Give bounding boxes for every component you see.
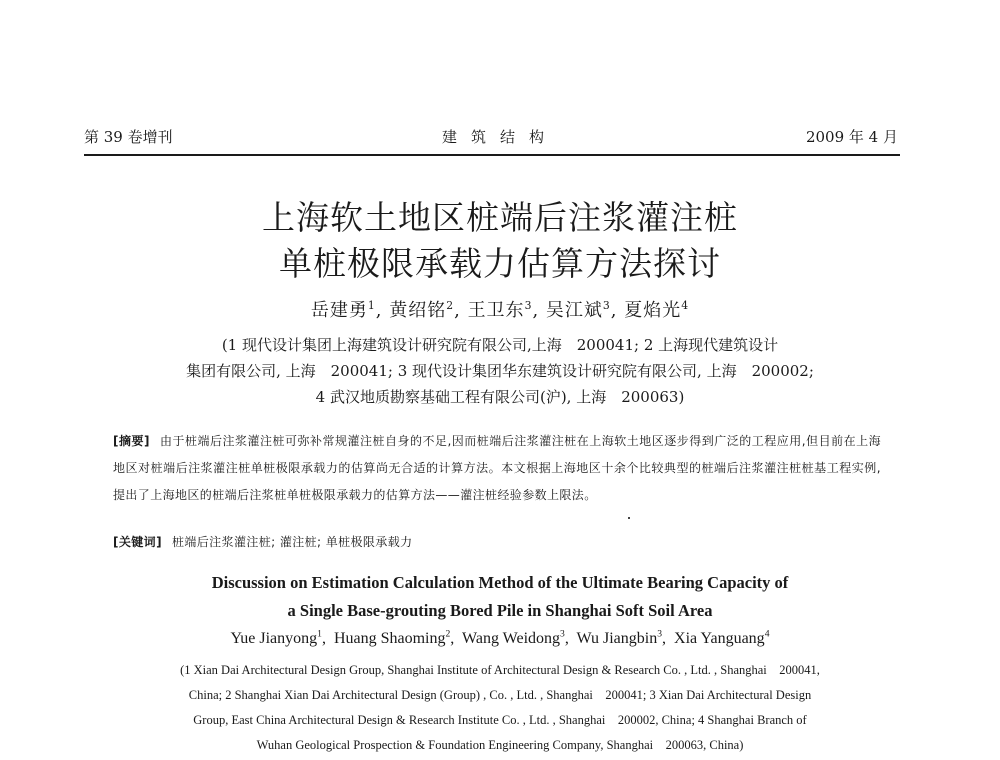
abstract bbox=[113, 428, 881, 509]
journal-volume: 第 39 卷增刊 bbox=[84, 128, 173, 146]
author-cn-sup: 1 bbox=[367, 299, 376, 312]
title-cn-line-2: 单桩极限承载力估算方法探讨 bbox=[279, 244, 721, 283]
author-en: Yue Jianyong bbox=[230, 630, 318, 647]
authors-cn: 岳建勇$^1$, 黄绍铭$^2$, 王卫东$^3$, 吴江斌$^3$, 夏焰光$^4$ bbox=[310, 299, 690, 321]
keywords bbox=[113, 533, 881, 550]
author-cn-sup: 4 bbox=[681, 299, 690, 312]
authors-en: Yue Jianyong$^1$, Huang Shaoming$^2$, Wang Weidong$^3$, Wu Jiangbin$^3$, Xia Yanguang$^4$ bbox=[230, 628, 770, 647]
author-cn-sup: 3 bbox=[602, 299, 611, 312]
affiliation-en-line-3: Group, East China Architectural Design & Research Institute Co. , Ltd. , Shanghai 200002, China; 4 Shanghai Branch of bbox=[193, 713, 807, 727]
keywords-label: [关键词] bbox=[113, 535, 162, 549]
author-cn-sup: 2 bbox=[446, 299, 455, 312]
abstract-label: [摘要] bbox=[113, 434, 150, 448]
publication-date: 2009 年 4 月 bbox=[805, 128, 898, 146]
keywords-text: 桩端后注浆灌注桩; 灌注桩; 单桩极限承载力 bbox=[171, 535, 413, 549]
author-en: Xia Yanguang bbox=[674, 630, 765, 647]
author-en-sup: 4 bbox=[764, 628, 770, 640]
affiliation-en-line-4: Wuhan Geological Prospection & Foundation Engineering Company, Shanghai 200063, China) bbox=[256, 738, 744, 752]
author-en: Wu Jiangbin bbox=[576, 630, 658, 647]
affiliation-en-line-2: China; 2 Shanghai Xian Dai Architectural Design (Group) , Co. , Ltd. , Shanghai 200041; 3 Xian Dai Architectural Design bbox=[188, 688, 812, 702]
affiliation-cn-line-2: 集团有限公司, 上海 200041; 3 现代设计集团华东建筑设计研究院有限公司, 上海 200002; bbox=[186, 362, 814, 380]
affiliation-cn-line-3: 4 武汉地质勘察基础工程有限公司(沪), 上海 200063) bbox=[315, 388, 685, 406]
author-en-sup: 1 bbox=[317, 628, 322, 640]
author-en: Huang Shaoming bbox=[333, 630, 446, 647]
author-cn: 岳建勇 bbox=[310, 300, 368, 321]
author-en-sup: 3 bbox=[657, 628, 663, 640]
affiliation-en-line-1: (1 Xian Dai Architectural Design Group, Shanghai Institute of Architectural Design & Research Co. , Ltd. , Shanghai 200041, bbox=[180, 663, 820, 677]
affiliation-cn-line-1: (1 现代设计集团上海建筑设计研究院有限公司,上海 200041; 2 上海现代建筑设计 bbox=[221, 336, 779, 354]
title-cn-line-1: 上海软土地区桩端后注浆灌注桩 bbox=[262, 198, 738, 237]
author-cn-sup: 3 bbox=[524, 299, 533, 312]
title-en-line-1: Discussion on Estimation Calculation Method of the Ultimate Bearing Capacity of bbox=[211, 573, 789, 592]
author-en: Wang Weidong bbox=[462, 630, 561, 647]
scan-speck bbox=[628, 517, 630, 519]
author-cn: 黄绍铭 bbox=[389, 300, 447, 321]
title-en-line-2: a Single Base-grouting Bored Pile in Shanghai Soft Soil Area bbox=[287, 601, 713, 620]
author-cn: 吴江斌 bbox=[545, 300, 603, 321]
journal-name: 建筑结构 bbox=[441, 128, 558, 146]
header-rule bbox=[84, 154, 900, 156]
author-en-sup: 2 bbox=[445, 628, 451, 640]
abstract-text: 由于桩端后注浆灌注桩可弥补常规灌注桩自身的不足,因而桩端后注浆灌注桩在上海软土地区逐步得到广泛的工程应用,但目前在上海地区对桩端后注浆灌注桩单桩极限承载力的估算尚无合适的计算方法。本文根据上海地区十余个比较典型的桩端后注浆灌注桩桩基工程实例,提出了上海地区的桩端后注浆桩单桩极限承载力的估算方法——灌注桩经验参数上限法。 bbox=[113, 434, 881, 502]
author-cn: 夏焰光 bbox=[624, 300, 682, 321]
author-cn: 王卫东 bbox=[467, 300, 525, 321]
author-en-sup: 3 bbox=[560, 628, 565, 640]
